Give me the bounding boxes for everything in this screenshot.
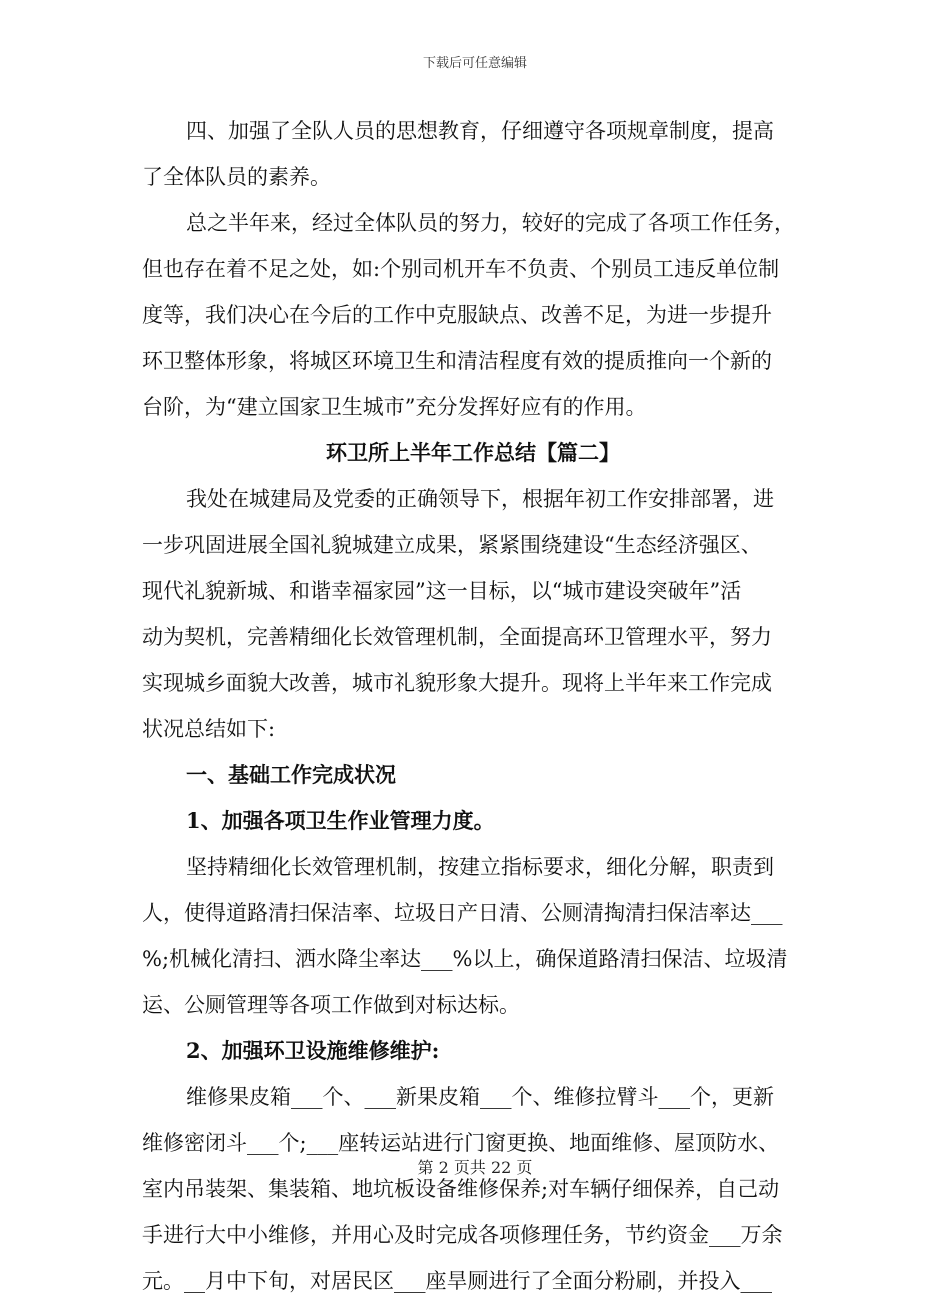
- paragraph-line: 四、加强了全队人员的思想教育，仔细遵守各项规章制度，提高: [186, 119, 774, 143]
- paragraph-line: 元。__月中下旬，对居民区___座旱厕进行了全面分粉刷，并投入___: [142, 1269, 772, 1293]
- paragraph-line: 实现城乡面貌大改善，城市礼貌形象大提升。现将上半年来工作完成: [142, 671, 772, 695]
- subheading: 1、加强各项卫生作业管理力度。: [186, 808, 495, 833]
- paragraph-line: 度等，我们决心在今后的工作中克服缺点、改善不足，为进一步提升: [142, 303, 772, 327]
- paragraph-line: 维修果皮箱___个、___新果皮箱___个、维修拉臂斗___个，更新: [186, 1085, 774, 1109]
- paragraph-line: 环卫整体形象，将城区环境卫生和清洁程度有效的提质推向一个新的: [142, 349, 772, 373]
- paragraph-line: 动为契机，完善精细化长效管理机制，全面提高环卫管理水平，努力: [142, 625, 772, 649]
- paragraph-line: 我处在城建局及党委的正确领导下，根据年初工作安排部署，进: [186, 487, 774, 511]
- paragraph-line: 运、公厕管理等各项工作做到对标达标。: [142, 993, 520, 1017]
- paragraph-line: 手进行大中小维修，并用心及时完成各项修理任务，节约资金___万余: [142, 1223, 783, 1247]
- document-body: [142, 108, 804, 1304]
- section-title: 环卫所上半年工作总结【篇二】: [326, 440, 620, 465]
- paragraph-line: 室内吊装架、集装箱、地坑板设备维修保养;对车辆仔细保养，自己动: [142, 1177, 780, 1201]
- paragraph-line: 台阶，为“建立国家卫生城市”充分发挥好应有的作用。: [142, 395, 647, 419]
- paragraph-line: 人，使得道路清扫保洁率、垃圾日产日清、公厕清掏清扫保洁率达___: [142, 901, 783, 925]
- subheading: 2、加强环卫设施维修维护:: [186, 1038, 440, 1063]
- paragraph-line: %;机械化清扫、洒水降尘率达___%以上，确保道路清扫保洁、垃圾清: [142, 947, 788, 971]
- paragraph-line: 状况总结如下:: [142, 717, 276, 741]
- page-footer: 第 2 页共 22 页: [417, 1158, 533, 1177]
- subheading: 一、基础工作完成状况: [186, 762, 396, 787]
- paragraph-line: 了全体队员的素养。: [142, 165, 331, 189]
- paragraph-line: 一步巩固进展全国礼貌城建立成果，紧紧围绕建设“生态经济强区、: [142, 533, 762, 557]
- paragraph-line: 现代礼貌新城、和谐幸福家园”这一目标，以“城市建设突破年”活: [142, 579, 742, 603]
- paragraph-line: 维修密闭斗___个;___座转运站进行门窗更换、地面维修、屋顶防水、: [142, 1131, 780, 1155]
- paragraph-line: 坚持精细化长效管理机制，按建立指标要求，细化分解，职责到: [186, 855, 774, 879]
- paragraph-line: 但也存在着不足之处，如:个别司机开车不负责、个别员工违反单位制: [142, 257, 780, 281]
- page-header: 下载后可任意编辑: [422, 56, 527, 71]
- paragraph-line: 总之半年来，经过全体队员的努力，较好的完成了各项工作任务，: [186, 211, 795, 235]
